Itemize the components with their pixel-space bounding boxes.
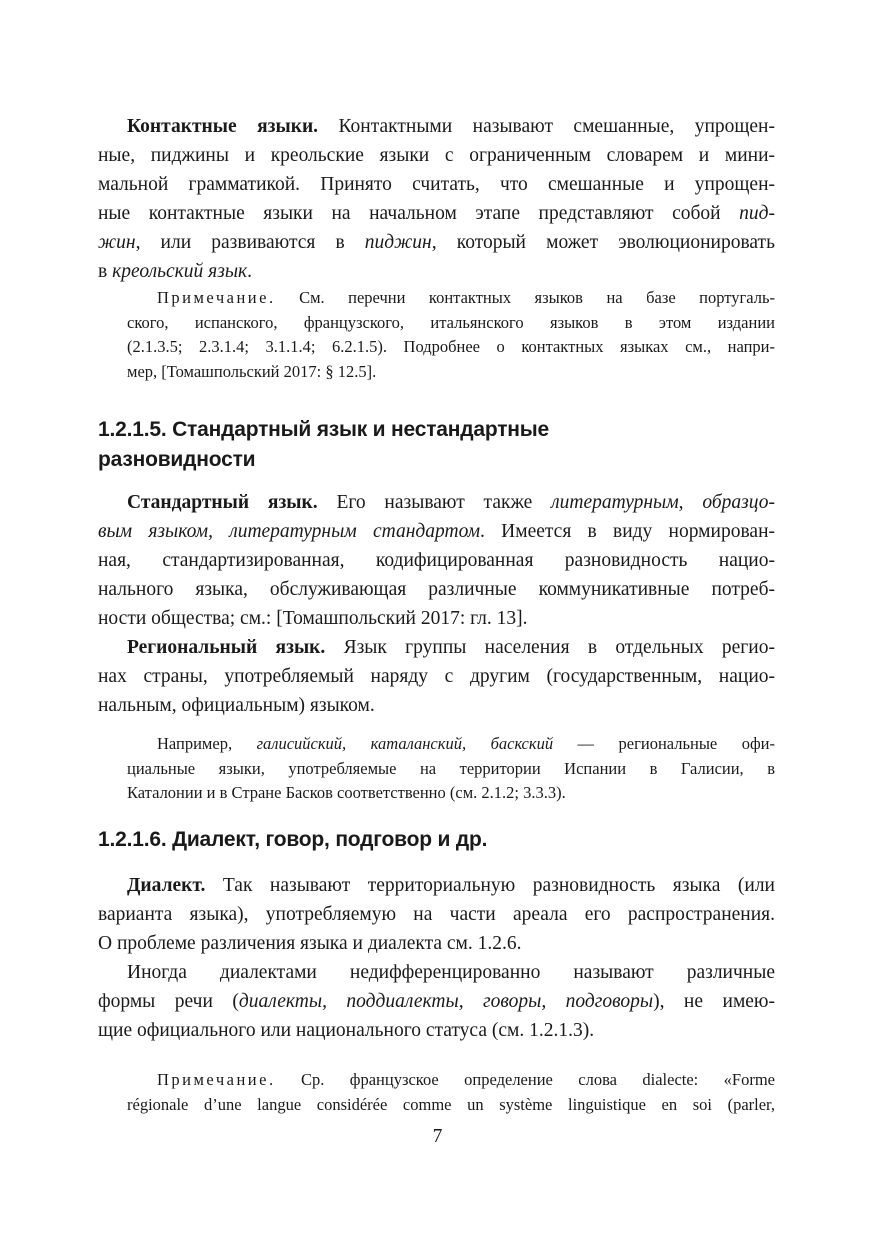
italic-text: галисийский, каталанский, баскский	[256, 734, 554, 753]
text-line	[98, 228, 775, 257]
text-line	[98, 691, 775, 720]
italic-text: вым языком, литературным стандартом	[98, 521, 481, 542]
text-run: ), не имею-	[653, 991, 775, 1012]
text-line	[127, 360, 775, 385]
italic-text: литературным, образцо-	[551, 492, 776, 513]
paragraph-standard-regional-language	[98, 488, 775, 720]
bold-term: Региональный язык.	[127, 637, 326, 658]
text-run: Язык группы населения в отдельных регио-	[325, 637, 775, 658]
text-run: ная, стандартизированная, кодифицированная разновидность нацио-	[98, 550, 775, 571]
text-line	[98, 199, 775, 228]
text-run: мер, [Томашпольский 2017: § 12.5].	[127, 362, 377, 382]
text-run: Его называют также	[317, 492, 552, 513]
text-run: 1.2.1.6. Диалект, говор, подговор и др.	[98, 828, 488, 851]
italic-text: пиджин	[364, 232, 432, 253]
text-run: Иногда диалектами недифференцированно называют различные	[127, 962, 775, 983]
text-line	[98, 871, 775, 900]
text-line	[98, 257, 775, 286]
text-run: Контактными называют смешанные, упрощен-	[318, 116, 775, 137]
text-run: нах страны, употребляемый наряду с другим (государственным, нацио-	[98, 666, 775, 687]
text-line	[127, 1068, 775, 1093]
italic-text: креольский язык	[112, 261, 248, 282]
bold-term: Стандартный язык.	[127, 492, 318, 513]
text-line	[127, 732, 775, 757]
text-line	[127, 311, 775, 336]
text-line	[127, 286, 775, 311]
text-run: ные контактные языки на начальном этапе представляют собой	[98, 203, 740, 224]
text-line	[98, 825, 775, 855]
section-heading-1-2-1-5	[98, 415, 775, 475]
italic-text: диалекты, поддиалекты, говоры, подговоры	[238, 991, 654, 1012]
text-run: в	[98, 261, 113, 282]
paragraph-dialect	[98, 871, 775, 1045]
text-run: ные, пиджины и креольские языки с ограниченным словарем и мини-	[98, 145, 775, 166]
text-run: Каталонии и в Стране Басков соответственно (см. 2.1.2; 3.3.3).	[127, 783, 566, 802]
text-line	[98, 987, 775, 1016]
text-line	[98, 1016, 775, 1045]
text-run: О проблеме различения языка и диалекта см. 1.2.6.	[98, 933, 522, 954]
text-run: ского, испанского, французского, итальянского языков в этом издании	[127, 312, 775, 332]
text-line	[98, 517, 775, 546]
text-line	[98, 604, 775, 633]
bold-term: Диалект.	[127, 875, 206, 896]
text-run: .	[247, 261, 253, 282]
text-run: , который может эволюционировать	[431, 232, 775, 253]
text-line	[98, 662, 775, 691]
text-run: Например,	[157, 734, 257, 753]
text-run: . Имеется в виду нормирован-	[480, 521, 775, 542]
text-line	[98, 141, 775, 170]
text-line	[98, 633, 775, 662]
text-line	[98, 170, 775, 199]
text-run: , или развиваются в	[135, 232, 365, 253]
text-run: нальным, официальным) языком.	[98, 695, 375, 716]
text-line	[98, 958, 775, 987]
text-line	[127, 781, 775, 806]
text-run: циальные языки, употребляемые на территории Испании в Галисии, в	[127, 758, 775, 778]
text-run: нального языка, обслуживающая различные коммуникативные потреб-	[98, 579, 775, 600]
text-run: формы речи (	[98, 991, 239, 1012]
text-line	[98, 900, 775, 929]
text-line	[98, 488, 775, 517]
text-run: щие официального или национального статуса (см. 1.2.1.3).	[98, 1020, 595, 1041]
note-contact-languages	[127, 286, 775, 385]
text-run: разновидности	[98, 448, 256, 471]
text-run: ности общества; см.: [Томашпольский 2017: гл. 13].	[98, 608, 528, 629]
bold-term: Контактные языки.	[127, 116, 319, 137]
text-line	[98, 415, 775, 445]
text-run: — региональные офи-	[553, 734, 775, 753]
note-regional-example	[127, 732, 775, 806]
text-line	[98, 929, 775, 958]
text-line	[127, 335, 775, 360]
text-line	[98, 546, 775, 575]
text-run: régionale d’une langue considérée comme un système linguistique en soi (parler,	[127, 1094, 775, 1114]
text-run: (2.1.3.5; 2.3.1.4; 3.1.1.4; 6.2.1.5). Подробнее о контактных языках см., напри-	[127, 337, 775, 357]
text-line	[98, 112, 775, 141]
italic-text: жин	[98, 232, 136, 253]
text-line	[98, 575, 775, 604]
text-run: мальной грамматикой. Принято считать, что смешанные и упрощен-	[98, 174, 775, 195]
note-label: Примечание.	[157, 288, 276, 307]
section-heading-1-2-1-6	[98, 825, 775, 855]
paragraph-contact-languages	[98, 112, 775, 286]
note-label: Примечание.	[157, 1070, 276, 1089]
text-run: варианта языка), употребляемую на части ареала его распространения.	[98, 904, 775, 925]
note-dialecte-definition	[127, 1068, 775, 1117]
text-run: Ср. французское определение слова dialecte: «Forme	[275, 1070, 775, 1089]
italic-text: пид-	[739, 203, 775, 224]
text-run: 1.2.1.5. Стандартный язык и нестандартные	[98, 418, 549, 441]
text-line	[127, 1093, 775, 1118]
text-line	[98, 445, 775, 475]
text-run: Так называют территориальную разновидность языка (или	[205, 875, 775, 896]
text-run: См. перечни контактных языков на базе португаль-	[275, 288, 775, 307]
text-line	[127, 757, 775, 782]
page-number: 7	[432, 1126, 443, 1147]
